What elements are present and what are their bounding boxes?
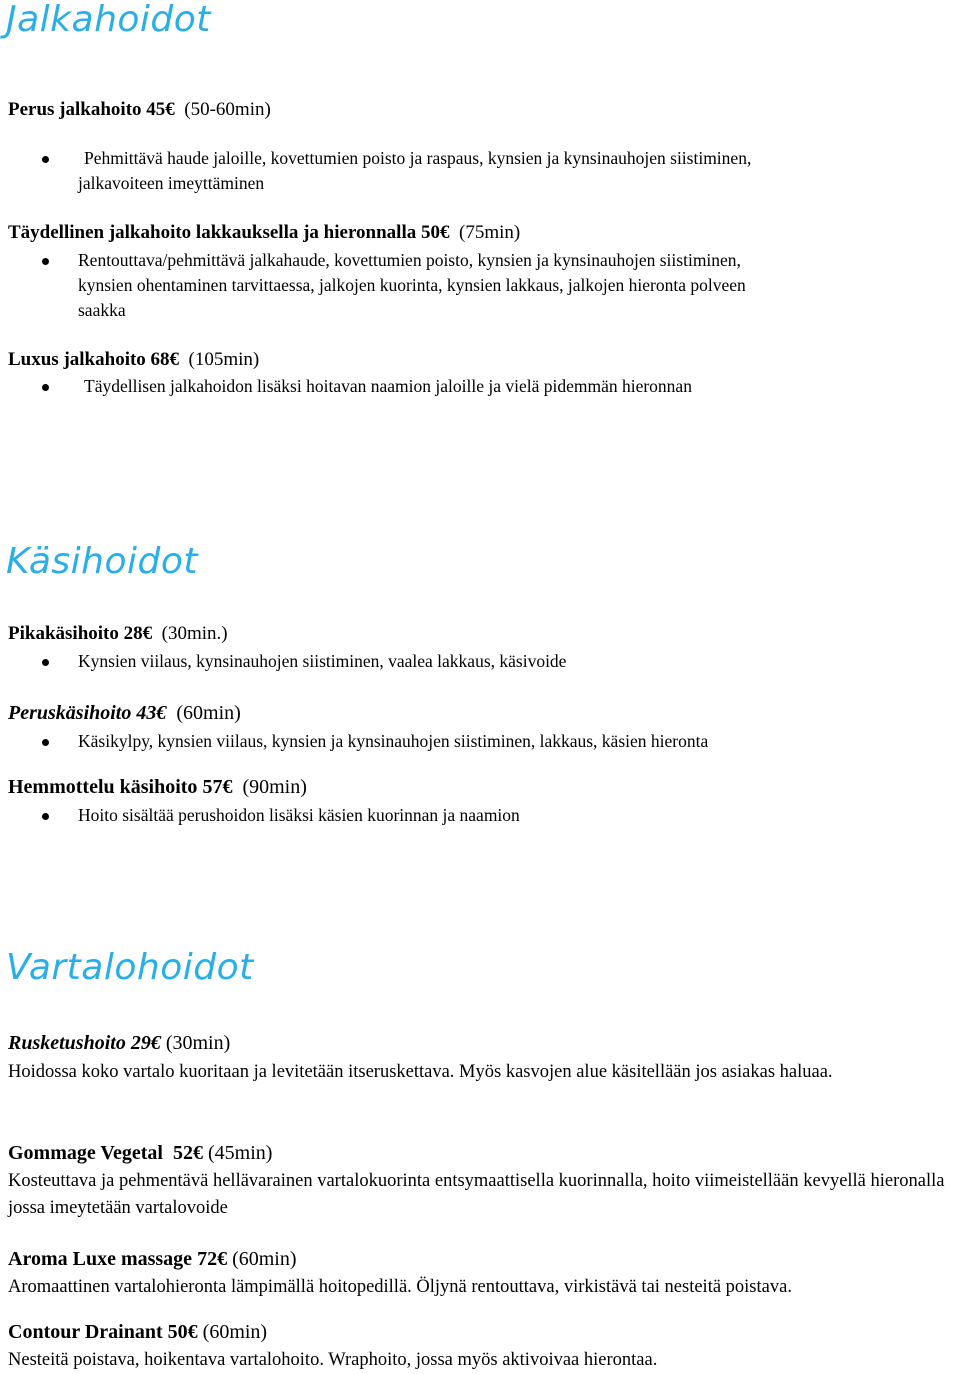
treatment-duration: (30min.)	[161, 623, 228, 644]
bullet-text: Täydellisen jalkahoidon lisäksi hoitavan naamion jaloille ja vielä pidemmän hieronnan	[84, 376, 692, 396]
bullet-text: Rentouttava/pehmittävä jalkahaude, kovettumien poisto, kynsien ja kynsinauhojen siistiminen,	[78, 250, 741, 270]
treatment-title	[8, 1032, 230, 1054]
treatment-title	[8, 1142, 272, 1164]
treatment-title	[8, 702, 241, 724]
treatment-name: Hemmottelu käsihoito	[8, 776, 198, 798]
bullet-text: Käsikylpy, kynsien viilaus, kynsien ja kynsinauhojen siistiminen, lakkaus, käsien hieronta	[78, 731, 709, 751]
treatment-price: 29€	[130, 1032, 161, 1054]
treatment-title	[8, 623, 228, 645]
bullet-text: Kynsien viilaus, kynsinauhojen siistiminen, vaalea lakkaus, käsivoide	[78, 651, 567, 671]
bullet-item	[84, 374, 692, 399]
treatment-duration: (60min)	[232, 1248, 297, 1270]
treatment-price: 45€	[146, 99, 175, 120]
treatment-name: Luxus jalkahoito	[8, 349, 146, 370]
treatment-description: Aromaattinen vartalohieronta lämpimällä hoitopedillä. Öljynä rentouttava, virkistävä tai nesteitä poistava.	[8, 1277, 792, 1297]
treatment-duration: (60min)	[176, 702, 241, 724]
bullet-continuation: saakka	[78, 300, 126, 320]
treatment-title	[8, 222, 520, 244]
treatment-title	[8, 776, 307, 798]
treatment-title	[8, 349, 259, 371]
treatment-duration: (60min)	[202, 1321, 268, 1343]
treatment-duration: (90min)	[242, 776, 307, 798]
bullet-dot	[42, 813, 49, 820]
treatment-name: Pikakäsihoito	[8, 623, 119, 644]
treatment-name: Contour Drainant	[8, 1321, 163, 1343]
treatment-price: 28€	[123, 623, 153, 644]
bullet-item	[78, 803, 520, 828]
bullet-item	[78, 649, 566, 674]
treatment-duration: (75min)	[459, 222, 521, 243]
section-heading-jalkahoidot: Jalkahoidot	[6, 0, 211, 40]
treatment-price: 57€	[202, 776, 233, 798]
section-heading-kasihoidot: Käsihoidot	[6, 541, 198, 582]
bullet-dot	[42, 659, 49, 666]
treatment-duration: (45min)	[207, 1142, 273, 1164]
treatment-duration: (105min)	[188, 349, 260, 370]
treatment-description: Hoidossa koko vartalo kuoritaan ja levitetään itseruskettava. Myös kasvojen alue käsitellään jos asiakas haluaa.	[8, 1062, 833, 1082]
bullet-dot	[42, 739, 49, 746]
treatment-title	[8, 1248, 297, 1270]
treatment-duration: (50-60min)	[184, 99, 271, 120]
bullet-text: Hoito sisältää perushoidon lisäksi käsien kuorinnan ja naamion	[78, 805, 520, 825]
treatment-title	[8, 1321, 267, 1343]
treatment-name: Perus jalkahoito	[8, 99, 142, 120]
treatment-title	[8, 99, 271, 121]
bullet-dot	[42, 258, 49, 265]
bullet-item	[84, 146, 751, 171]
bullet-continuation: kynsien ohentaminen tarvittaessa, jalkojen kuorinta, kynsien lakkaus, jalkojen hieronta polveen	[78, 275, 746, 295]
treatment-name: Täydellinen jalkahoito lakkauksella ja hieronnalla	[8, 222, 417, 243]
treatment-name: Aroma Luxe massage	[8, 1248, 193, 1270]
section-heading-vartalohoidot: Vartalohoidot	[6, 947, 254, 988]
treatment-price: 72€	[197, 1248, 228, 1270]
treatment-price: 68€	[150, 349, 180, 370]
bullet-text: Pehmittävä haude jaloille, kovettumien poisto ja raspaus, kynsien ja kynsinauhojen siistiminen,	[84, 148, 752, 168]
treatment-duration: (30min)	[165, 1032, 231, 1054]
treatment-price: 52€	[172, 1142, 203, 1164]
treatment-name: Rusketushoito	[8, 1032, 126, 1054]
bullet-dot	[42, 156, 49, 163]
treatment-name: Peruskäsihoito	[8, 702, 132, 724]
treatment-description: Kosteuttava ja pehmentävä hellävarainen vartalokuorinta entsymaattisella kuorinnalla, hoito viimeistellään kevyellä hieronalla jossa imeytetään vartalovoide	[8, 1171, 945, 1218]
bullet-item	[78, 248, 741, 273]
bullet-continuation: jalkavoiteen imeyttäminen	[78, 173, 265, 193]
treatment-name: Gommage Vegetal	[8, 1142, 163, 1164]
treatment-price: 43€	[136, 702, 167, 724]
treatment-price: 50€	[421, 222, 450, 243]
bullet-item	[78, 729, 708, 754]
bullet-dot	[42, 384, 49, 391]
treatment-description: Nesteitä poistava, hoikentava vartalohoito. Wraphoito, jossa myös aktivoivaa hierontaa.	[8, 1350, 658, 1370]
treatment-price: 50€	[167, 1321, 198, 1343]
